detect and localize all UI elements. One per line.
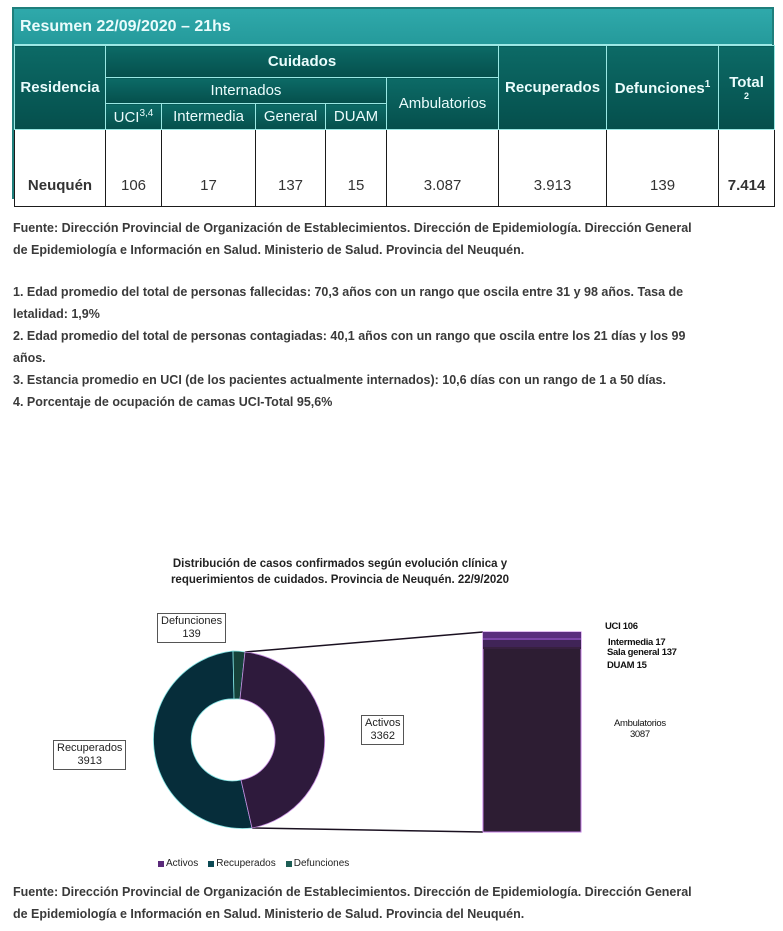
bar-sala-general [483,640,581,647]
label-duam: DUAM 15 [607,660,647,671]
swatch-icon [208,861,214,867]
label-activos [361,715,404,745]
legend-item-defunciones [286,858,350,869]
label-value: 3913 [77,755,102,767]
header-duam: DUAM [326,104,387,130]
footnote-2: 2. Edad promedio del total de personas contagiadas: 40,1 años con un rango que oscila entre los 21 días y los 99 [13,329,686,343]
chart-legend [158,858,349,869]
header-intermedia: Intermedia [162,104,256,130]
label-intermedia: Intermedia 17 [608,637,666,648]
footnote-3: 3. Estancia promedio en UCI (de los pacientes actualmente internados): 10,6 días con un rango de 1 a 50 días. [13,373,666,387]
label-uci: UCI 106 [605,621,638,632]
header-ambulatorios: Ambulatorios [387,78,499,130]
cell-recuperados: 3.913 [499,130,607,207]
cell-intermedia: 17 [162,130,256,207]
cell-duam: 15 [326,130,387,207]
legend-label: Recuperados [216,858,276,869]
connector-line-top [245,632,483,652]
segment-activos [240,652,325,828]
chart-title-line: Distribución de casos confirmados según evolución clínica y [172,558,508,570]
label-sala-general: Sala general 137 [607,647,677,658]
bar-ambulatorios [483,632,581,832]
source-line: de Epidemiología e Información en Salud. Ministerio de Salud. Provincia del Neuquén. [13,243,525,257]
legend-label: Activos [166,858,199,869]
label-value: 3087 [629,729,650,740]
swatch-icon [158,861,164,867]
label-value: 3362 [370,730,395,742]
source-note-bottom [13,881,733,925]
footnote-1-cont: letalidad: 1,9% [13,307,100,321]
label-name: Activos [365,717,401,729]
legend-item-activos [158,858,198,869]
footnote-4: 4. Porcentaje de ocupación de camas UCI-Total 95,6% [13,395,333,409]
footnote-2-cont: años. [13,351,46,365]
header-recuperados: Recuperados [499,46,607,130]
header-general: General [256,104,326,130]
bar-duam [483,647,581,649]
cell-defunciones: 139 [607,130,719,207]
cell-ambulatorios: 3.087 [387,130,499,207]
table-title: Resumen 22/09/2020 – 21hs [14,9,772,45]
header-cuidados: Cuidados [106,46,499,78]
label-name: Recuperados [57,742,123,754]
cell-uci: 106 [106,130,162,207]
cell-total: 7.414 [719,130,775,207]
connector-line-bottom [252,828,483,832]
label-name: Defunciones [161,615,223,627]
source-line: Fuente: Dirección Provincial de Organización de Establecimientos. Dirección de Epidemiología. Dirección General [13,221,692,235]
cell-general: 137 [256,130,326,207]
swatch-icon [286,861,292,867]
header-residencia: Residencia [15,46,106,130]
header-internados: Internados [106,78,387,104]
label-name: Ambulatorios [614,718,666,729]
legend-item-recuperados [208,858,275,869]
source-line: de Epidemiología e Información en Salud. Ministerio de Salud. Provincia del Neuquén. [13,907,525,921]
legend-label: Defunciones [293,858,350,869]
source-line: Fuente: Dirección Provincial de Organización de Establecimientos. Dirección de Epidemiología. Dirección General [13,885,692,899]
bar-intermedia [483,638,581,640]
label-recuperados [53,740,126,770]
header-defunciones: Defunciones$^1$ [607,46,719,130]
header-uci: UCI$^{3,4}$ [106,104,162,130]
bar-uci [483,632,581,638]
label-defunciones [157,613,226,643]
label-value: 139 [182,628,201,640]
chart-title-line: requerimientos de cuidados. Provincia de Neuquén. 22/9/2020 [170,574,510,586]
footnote-1: 1. Edad promedio del total de personas fallecidas: 70,3 años con un rango que oscila entre 31 y 98 años. Tasa de [13,285,684,299]
label-ambulatorios [614,718,666,740]
header-total: Total 2 [719,46,775,130]
cell-residencia: Neuquén [15,130,106,207]
